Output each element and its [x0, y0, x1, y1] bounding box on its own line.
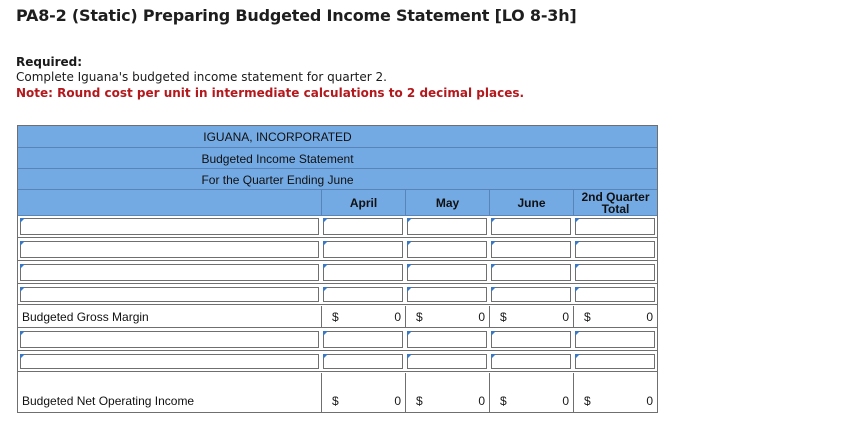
- june-amount-input[interactable]: [491, 354, 571, 369]
- required-label: Required:: [16, 55, 83, 69]
- statement-period-row: [18, 169, 657, 190]
- currency-symbol: $: [584, 394, 591, 408]
- company-name: IGUANA, INCORPORATED: [203, 130, 352, 144]
- table-row: [18, 352, 657, 372]
- quarter-total-input[interactable]: [575, 218, 655, 235]
- june-gross-margin-value: 0: [562, 309, 569, 324]
- may-amount-input[interactable]: [407, 331, 487, 348]
- may-net-income-value: 0: [478, 394, 485, 408]
- currency-symbol: $: [416, 394, 423, 408]
- line-item-label-input[interactable]: [20, 264, 319, 281]
- june-net-income: [489, 373, 573, 412]
- may-gross-margin: [405, 306, 489, 327]
- quarter-total-input[interactable]: [575, 241, 655, 258]
- line-item-label-input[interactable]: [20, 241, 319, 258]
- may-amount-input[interactable]: [407, 241, 487, 258]
- currency-symbol: $: [584, 309, 591, 324]
- quarter-total-input[interactable]: [575, 354, 655, 369]
- quarter-total-input[interactable]: [575, 331, 655, 348]
- table-row: [18, 216, 657, 238]
- statement-name-row: [18, 148, 657, 169]
- gross-margin-row: [18, 306, 657, 328]
- june-gross-margin: [489, 306, 573, 327]
- required-text: Complete Iguana's budgeted income statement for quarter 2.: [16, 70, 387, 84]
- currency-symbol: $: [500, 309, 507, 324]
- may-amount-input[interactable]: [407, 287, 487, 302]
- april-amount-input[interactable]: [323, 331, 403, 348]
- april-amount-input[interactable]: [323, 287, 403, 302]
- quarter-net-income-value: 0: [646, 394, 653, 408]
- currency-symbol: $: [332, 309, 339, 324]
- april-gross-margin: [321, 306, 405, 327]
- column-header-may: May: [405, 190, 489, 216]
- gross-margin-label: Budgeted Gross Margin: [22, 309, 149, 324]
- statement-name: Budgeted Income Statement: [201, 152, 354, 166]
- june-amount-input[interactable]: [491, 241, 571, 258]
- net-operating-income-label: Budgeted Net Operating Income: [22, 394, 195, 408]
- page-title: PA8-2 (Static) Preparing Budgeted Income Statement [LO 8-3h]: [16, 6, 577, 25]
- april-amount-input[interactable]: [323, 241, 403, 258]
- may-amount-input[interactable]: [407, 264, 487, 281]
- line-item-label-input[interactable]: [20, 331, 319, 348]
- may-gross-margin-value: 0: [478, 309, 485, 324]
- table-row: [18, 262, 657, 284]
- april-amount-input[interactable]: [323, 264, 403, 281]
- currency-symbol: $: [332, 394, 339, 408]
- currency-symbol: $: [500, 394, 507, 408]
- line-item-label-input[interactable]: [20, 218, 319, 235]
- june-amount-input[interactable]: [491, 264, 571, 281]
- line-item-label-input[interactable]: [20, 287, 319, 302]
- statement-period: For the Quarter Ending June: [201, 173, 354, 187]
- april-amount-input[interactable]: [323, 354, 403, 369]
- column-header-quarter-total: 2nd Quarter Total: [573, 190, 657, 216]
- quarter-net-income: [573, 373, 657, 412]
- june-amount-input[interactable]: [491, 287, 571, 302]
- table-row: [18, 329, 657, 351]
- june-net-income-value: 0: [562, 394, 569, 408]
- june-amount-input[interactable]: [491, 218, 571, 235]
- quarter-gross-margin: [573, 306, 657, 327]
- may-amount-input[interactable]: [407, 354, 487, 369]
- income-statement-table: [17, 125, 658, 413]
- april-net-income: [321, 373, 405, 412]
- column-header-june: June: [489, 190, 573, 216]
- quarter-total-input[interactable]: [575, 264, 655, 281]
- quarter-gross-margin-value: 0: [646, 309, 653, 324]
- may-net-income: [405, 373, 489, 412]
- column-header-april: April: [321, 190, 405, 216]
- june-amount-input[interactable]: [491, 331, 571, 348]
- rounding-note: Note: Round cost per unit in intermediate calculations to 2 decimal places.: [16, 86, 525, 100]
- quarter-total-input[interactable]: [575, 287, 655, 302]
- table-row: [18, 239, 657, 261]
- may-amount-input[interactable]: [407, 218, 487, 235]
- currency-symbol: $: [416, 309, 423, 324]
- april-amount-input[interactable]: [323, 218, 403, 235]
- line-item-label-input[interactable]: [20, 354, 319, 369]
- table-row: [18, 285, 657, 305]
- net-operating-income-row: [18, 373, 657, 412]
- april-gross-margin-value: 0: [394, 309, 401, 324]
- company-name-row: [18, 126, 657, 148]
- april-net-income-value: 0: [394, 394, 401, 408]
- column-header-row: [18, 190, 657, 216]
